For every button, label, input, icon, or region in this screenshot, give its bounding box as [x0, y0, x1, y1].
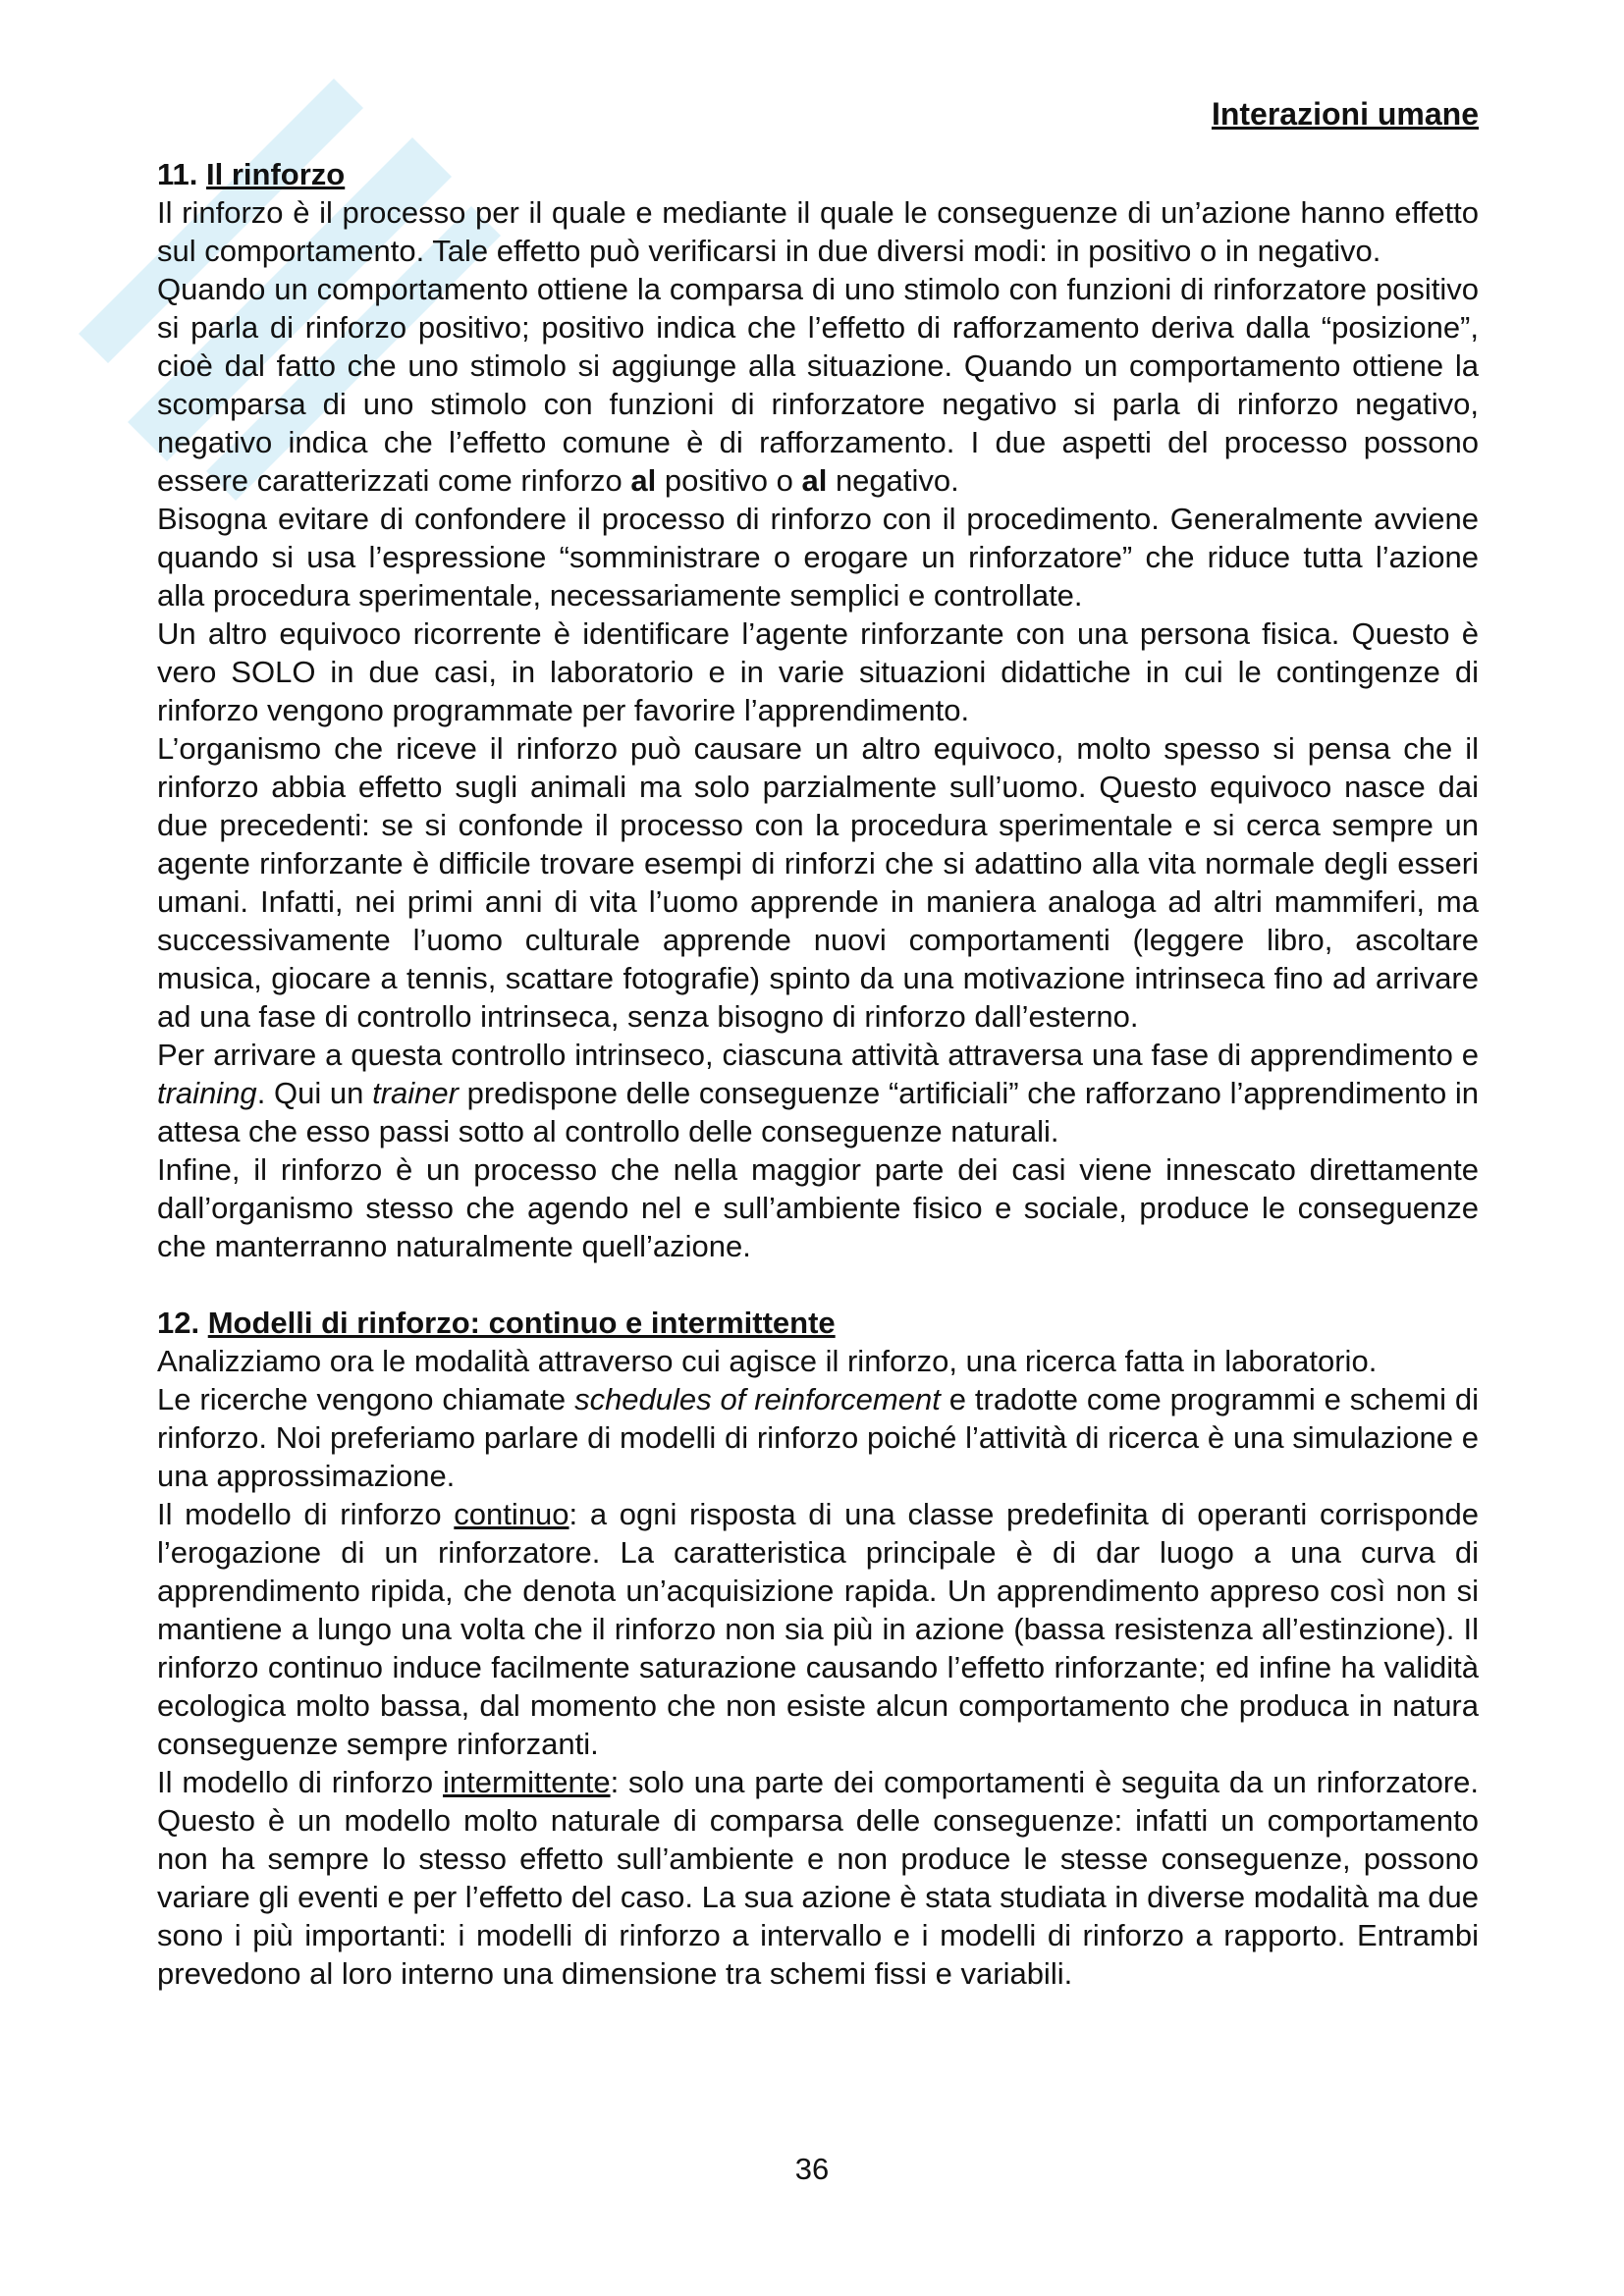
paragraph: Analizziamo ora le modalità attraverso cui agisce il rinforzo, una ricerca fatta in laboratorio. — [157, 1344, 1378, 1378]
paragraph: L’organismo che riceve il rinforzo può causare un altro equivoco, molto spesso si pensa che il rinforzo abbia effetto sugli animali ma solo parzialmente sull’uomo. Questo equivoco nasce dai due precedenti: se si confonde il processo con la procedura sperimentale e si cerca sempre un agente rinforzante è difficile trovare esempi di rinforzi che si adattino alla vita normale degli esseri umani. Infatti, nei primi anni di vita l’uomo apprende in maniera analoga ad altri mammiferi, ma successivamente l’uomo culturale apprende nuovi comportamenti (leggere libro, ascoltare musica, giocare a tennis, scattare fotografie) spinto da una motivazione intrinseca fino ad arrivare ad una fase di controllo intrinseca, senza bisogno di rinforzo dall’esterno. — [157, 731, 1479, 1034]
paragraph: Per arrivare a questa controllo intrinseco, ciascuna attività attraversa una fase di apprendimento e training. Qui un trainer predispone delle conseguenze “artificiali” che rafforzano l’apprendimento in attesa che esso passi sotto al controllo delle conseguenze naturali. — [157, 1038, 1479, 1148]
paragraph: Il modello di rinforzo intermittente: solo una parte dei comportamenti è seguita da un rinforzatore. Questo è un modello molto naturale di comparsa delle conseguenze: infatti un comportamento non ha sempre lo stesso effetto sull’ambiente e non produce le stesse conseguenze, possono variare gli eventi e per l’effetto del caso. La sua azione è stata studiata in diverse modalità ma due sono i più importanti: i modelli di rinforzo a intervallo e i modelli di rinforzo a rapporto. Entrambi prevedono al loro interno una dimensione tra schemi fissi e variabili. — [157, 1765, 1479, 1991]
section-spacer — [157, 1265, 1479, 1304]
section-11-title: Il rinforzo — [206, 157, 346, 191]
section-12-number: 12. — [157, 1306, 200, 1340]
paragraph: Le ricerche vengono chiamate schedules of reinforcement e tradotte come programmi e schemi di rinforzo. Noi preferiamo parlare di modelli di rinforzo poiché l’attività di ricerca è una simulazione e una approssimazione. — [157, 1382, 1480, 1493]
paragraph: Un altro equivoco ricorrente è identificare l’agente rinforzante con una persona fisica. Questo è vero SOLO in due casi, in laboratorio e in varie situazioni didattiche in cui le contingenze di rinforzo vengono programmate per favorire l’apprendimento. — [157, 616, 1479, 727]
paragraph: Il rinforzo è il processo per il quale e mediante il quale le conseguenze di un’azione hanno effetto sul comportamento. Tale effetto può verificarsi in due diversi modi: in positivo o in negativo. — [157, 195, 1479, 268]
document-body — [157, 155, 1479, 1993]
page-number: 36 — [794, 2152, 830, 2186]
paragraph: Bisogna evitare di confondere il processo di rinforzo con il procedimento. Generalmente avviene quando si usa l’espressione “somministrare o erogare un rinforzatore” che riduce tutta l’azione alla procedura sperimentale, necessariamente semplici e controllate. — [157, 502, 1479, 613]
paragraph: Infine, il rinforzo è un processo che nella maggior parte dei casi viene innescato direttamente dall’organismo stesso che agendo nel e sull’ambiente fisico e sociale, produce le conseguenze che manterranno naturalmente quell’azione. — [157, 1152, 1479, 1263]
section-12-title: Modelli di rinforzo: continuo e intermittente — [207, 1306, 836, 1340]
section-12-heading — [157, 1304, 1479, 1342]
section-11-heading — [157, 155, 1479, 193]
paragraph: Il modello di rinforzo continuo: a ogni risposta di una classe predefinita di operanti corrisponde l’erogazione di un rinforzatore. La caratteristica principale è di dar luogo a una curva di apprendimento ripida, che denota un’acquisizione rapida. Un apprendimento appreso così non si mantiene a lungo una volta che il rinforzo non sia più in azione (bassa resistenza all’estinzione). Il rinforzo continuo induce facilmente saturazione causando l’effetto rinforzante; ed infine ha validità ecologica molto bassa, dal momento che non esiste alcun comportamento che produca in natura conseguenze sempre rinforzanti. — [157, 1497, 1479, 1761]
header-title: Interazioni umane — [1211, 96, 1479, 132]
paragraph: Quando un comportamento ottiene la comparsa di uno stimolo con funzioni di rinforzatore positivo si parla di rinforzo positivo; positivo indica che l’effetto di rafforzamento deriva dalla “posizione”, cioè dal fatto che uno stimolo si aggiunge alla situazione. Quando un comportamento ottiene la scomparsa di uno stimolo con funzioni di rinforzatore negativo si parla di rinforzo negativo, negativo indica che l’effetto comune è di rafforzamento. I due aspetti del processo possono essere caratterizzati come rinforzo al positivo o al negativo. — [157, 272, 1479, 498]
section-11-number: 11. — [157, 157, 198, 191]
